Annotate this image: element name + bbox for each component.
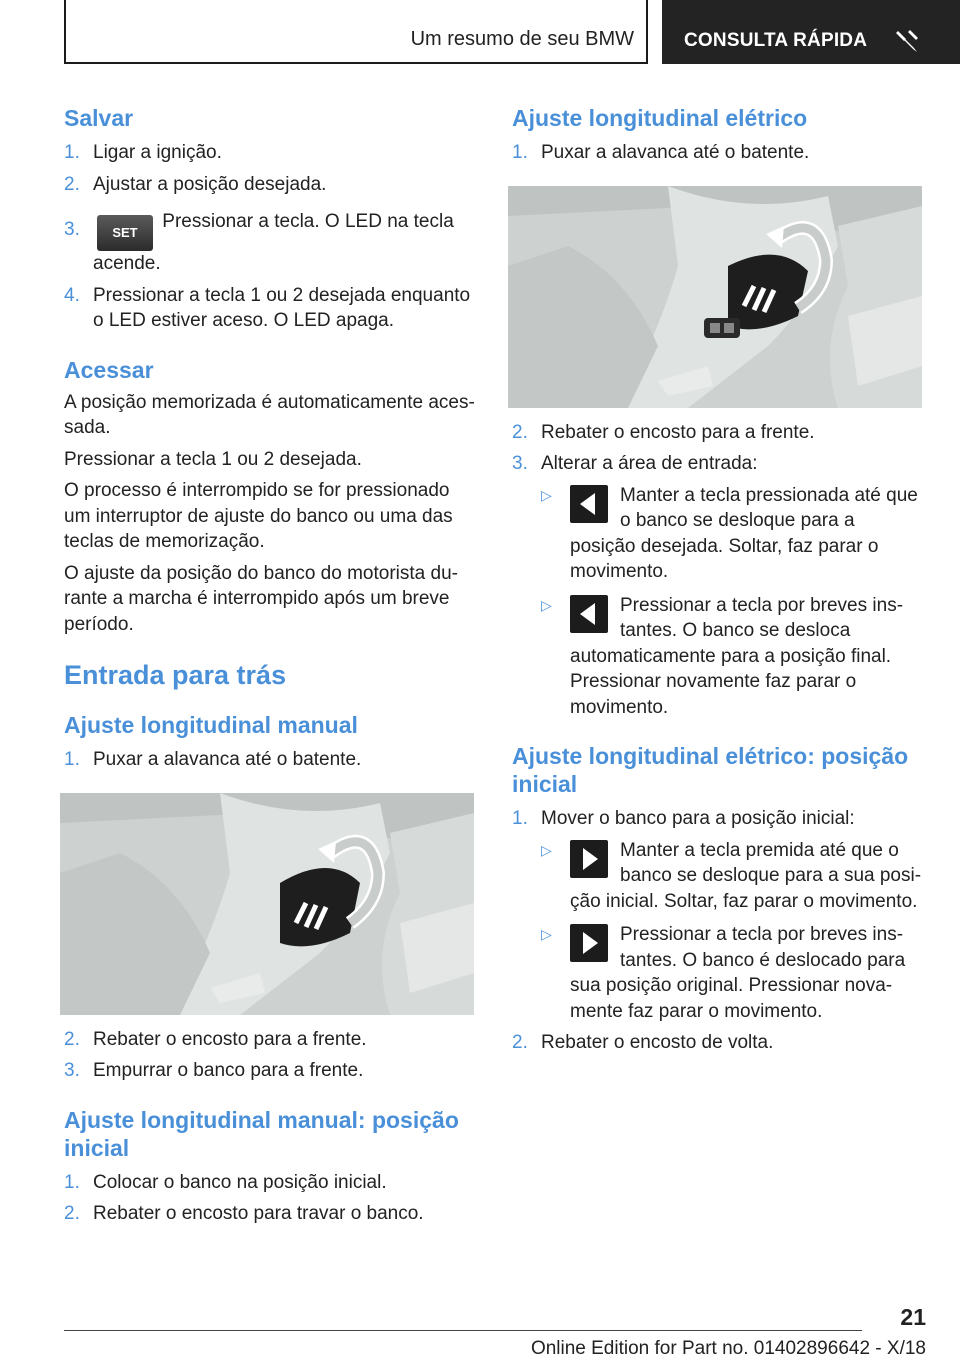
- bullet-triangle-icon: ▷: [541, 486, 552, 503]
- list-item: [512, 806, 924, 832]
- section-title-salvar: Salvar: [64, 105, 134, 131]
- step-number: 1.: [64, 1171, 80, 1193]
- step-number: 2.: [64, 1028, 80, 1050]
- list-item: [512, 140, 924, 166]
- step-number: 1.: [64, 142, 80, 163]
- right-column: [512, 100, 924, 1056]
- step-text: Ajustar a posição desejada.: [93, 173, 327, 195]
- list-item: [64, 1201, 476, 1227]
- section-title-manual: Ajuste longitudinal manual: [64, 712, 358, 738]
- header-section-tab[interactable]: [662, 0, 960, 64]
- step-text: Ligar a ignição.: [93, 142, 222, 163]
- step-text: Rebater o encosto para a frente.: [541, 421, 815, 443]
- quick-reference-icon: [894, 28, 920, 59]
- bullet-triangle-icon: ▷: [541, 926, 552, 942]
- seat-lever-photo: [60, 793, 474, 1015]
- step-number: 3.: [64, 1060, 80, 1081]
- step-number: 3.: [64, 219, 80, 240]
- list-item: [541, 922, 924, 1024]
- forward-arrow-key-icon: [570, 840, 608, 878]
- section-title-acessar: Acessar: [64, 356, 154, 383]
- set-button-icon: SET: [97, 215, 153, 251]
- list-item: [512, 451, 924, 477]
- bullet-triangle-icon: ▷: [541, 596, 552, 613]
- list-item: [541, 593, 924, 721]
- list-item: [64, 1058, 476, 1084]
- step-number: 2.: [512, 1032, 528, 1053]
- sub-step-text: Manter a tecla pressionada até que o banco se desloque para a posição desejada. Soltar, faz parar o movimento.: [570, 484, 918, 582]
- list-item: [64, 283, 476, 334]
- forward-arrow-key-icon: [570, 924, 608, 962]
- list-item: [64, 1027, 476, 1053]
- sub-step-text: Pressionar a tecla por breves instantes. O banco é deslocado para sua posição original. Pressionar novamente faz parar o movimento.: [570, 924, 906, 1022]
- step-number: 3.: [512, 453, 528, 474]
- step-number: 2.: [64, 1203, 80, 1224]
- step-text: Puxar a alavanca até o batente.: [541, 142, 810, 163]
- back-arrow-key-icon: [570, 595, 608, 633]
- seat-lever-switch-photo: [508, 186, 922, 408]
- step-number: 1.: [512, 808, 528, 829]
- step-text: Rebater o encosto de volta.: [541, 1032, 774, 1053]
- step-number: 2.: [64, 173, 80, 195]
- paragraph: Pressionar a tecla 1 ou 2 desejada.: [64, 448, 362, 470]
- step-number: 2.: [512, 421, 528, 443]
- footer-edition[interactable]: Online Edition for Part no. 01402896642 - X/18: [530, 1338, 926, 1359]
- section-title-eletrico-inicial: Ajuste longitudinal elétrico: posição inicial: [512, 743, 909, 797]
- list-item: [64, 172, 476, 198]
- paragraph: O ajuste da posição do banco do motorista durante a marcha é interrompido após um breve período.: [64, 562, 458, 635]
- header-section-label: CONSULTA RÁPIDA: [684, 30, 868, 51]
- paragraph: A posição memorizada é automaticamente acessada.: [64, 391, 475, 438]
- bullet-triangle-icon: ▷: [541, 841, 552, 858]
- list-item: [512, 420, 924, 446]
- list-item: [64, 209, 476, 277]
- back-arrow-key-icon: [570, 485, 608, 523]
- section-title-eletrico: Ajuste longitudinal elétrico: [512, 105, 808, 131]
- list-item: [541, 838, 924, 915]
- list-item: [64, 140, 476, 166]
- step-text: Colocar o banco na posição inicial.: [93, 1171, 387, 1193]
- footer-divider: [64, 1330, 862, 1331]
- step-number: 1.: [512, 142, 528, 163]
- list-item: [512, 1030, 924, 1056]
- section-title-manual-inicial: Ajuste longitudinal manual: posição inicial: [64, 1106, 459, 1161]
- list-item: [541, 483, 924, 585]
- step-number: 1.: [64, 749, 80, 770]
- step-text: Empurrar o banco para a frente.: [93, 1060, 364, 1081]
- step-text: Puxar a alavanca até o batente.: [93, 749, 362, 770]
- list-item: [64, 1170, 476, 1196]
- step-number: 4.: [64, 284, 80, 306]
- step-text: Rebater o encosto para travar o banco.: [93, 1203, 424, 1224]
- header-breadcrumb[interactable]: Um resumo de seu BMW: [410, 28, 634, 50]
- sub-step-text: Manter a tecla premida até que o banco se desloque para a sua posição inicial. Soltar, faz parar o movimento.: [570, 839, 922, 912]
- header-breadcrumb-box: [64, 0, 648, 64]
- step-text: Rebater o encosto para a frente.: [93, 1028, 367, 1050]
- step-text: Pressionar a tecla. O LED na tecla acende.: [93, 211, 454, 274]
- sub-step-text: Pressionar a tecla por breves instantes. O banco se desloca automaticamente para a posição final. Pressionar novamente faz parar o movimento.: [570, 594, 904, 718]
- chapter-title-entrada: Entrada para trás: [64, 660, 287, 690]
- step-text: Alterar a área de entrada:: [541, 453, 758, 474]
- paragraph: O processo é interrompido se for pressionado um interruptor de ajuste do banco ou uma das teclas de memorização.: [64, 480, 453, 552]
- page-number: 21: [900, 1304, 926, 1330]
- step-text: Pressionar a tecla 1 ou 2 desejada enquanto o LED estiver aceso. O LED apaga.: [93, 284, 471, 331]
- left-column: [64, 100, 476, 1227]
- list-item: [64, 747, 476, 773]
- step-text: Mover o banco para a posição inicial:: [541, 808, 855, 829]
